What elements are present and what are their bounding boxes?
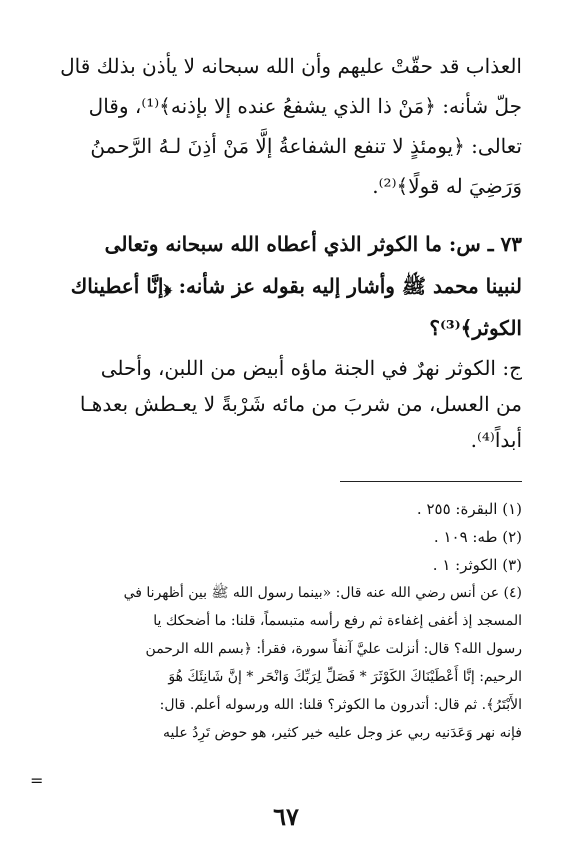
footnote-line: الرحيم: إنَّا أَعْطَيْنَاكَ الكَوْثَرَ * فَصَلِّ لِرَبِّكَ وَانْحَر * إنَّ شَانِئَكَ هُوَ [168,669,522,685]
question-line: لنبينا محمد ﷺ وأشار إليه بقوله عز شأنه: ﴿إنَّا أعطيناك [70,274,522,298]
intro-line: جلّ شأنه: ﴿مَنْ ذا الذي يشفعُ عنده إلا بإذنه﴾⁽¹⁾، وقال [88,94,522,118]
footnote-line: فإنه نهر وَعَدَنيه ربي عز وجل عليه خير كثير، هو حوض تَرِدُ عليه [162,725,522,741]
footnote-line: (٤) عن أنس رضي الله عنه قال: «بينما رسول الله ﷺ بين أظهرنا في [123,585,522,601]
intro-paragraph [58,46,522,206]
answer-paragraph [58,350,522,458]
intro-line: العذاب قد حقّتْ عليهم وأن الله سبحانه لا يأذن بذلك قال [60,54,522,78]
continuation-mark: = [30,771,44,790]
footnote-line: (٣) الكوثر: ١ . [432,556,522,574]
answer-line: أبداً⁽⁴⁾. [470,428,522,452]
intro-line: وَرَضِيَ له قولًا﴾⁽²⁾. [372,174,522,198]
question-paragraph [58,223,522,349]
footnote-divider [340,481,522,482]
footnotes [58,495,522,747]
question-line: ٧٣ ـ س: ما الكوثر الذي أعطاه الله سبحانه وتعالى [104,232,522,256]
footnote-line: الأَبْتَرُ﴾. ثم قال: أتدرون ما الكوثر؟ قلنا: الله ورسوله أعلم. قال: [159,697,522,713]
answer-line: من العسل، من شربَ من مائه شَرْبةً لا يعـطش بعدهـا [79,392,522,416]
answer-line: ج: الكوثر نهرٌ في الجنة ماؤه أبيض من اللبن، وأحلى [100,356,522,380]
footnote-line: (٢) طه: ١٠٩ . [433,528,522,546]
page-number: ٦٧ [273,802,299,831]
footnote-line: رسول الله؟ قال: أنزلت عليَّ آنفاً سورة، فقرأ: ﴿بسم الله الرحمن [145,641,522,657]
footnote-line: المسجد إذ أغفى إغفاءة ثم رفع رأسه متبسماً، قلنا: ما أضحكك يا [153,613,522,629]
question-line: الكوثر﴾⁽³⁾؟ [429,316,522,340]
intro-line: تعالى: ﴿يومئذٍ لا تنفع الشفاعةُ إلَّا مَنْ أذِنَ لـهُ الرَّحمنُ [90,134,522,158]
footnote-line: (١) البقرة: ٢٥٥ . [416,500,522,518]
